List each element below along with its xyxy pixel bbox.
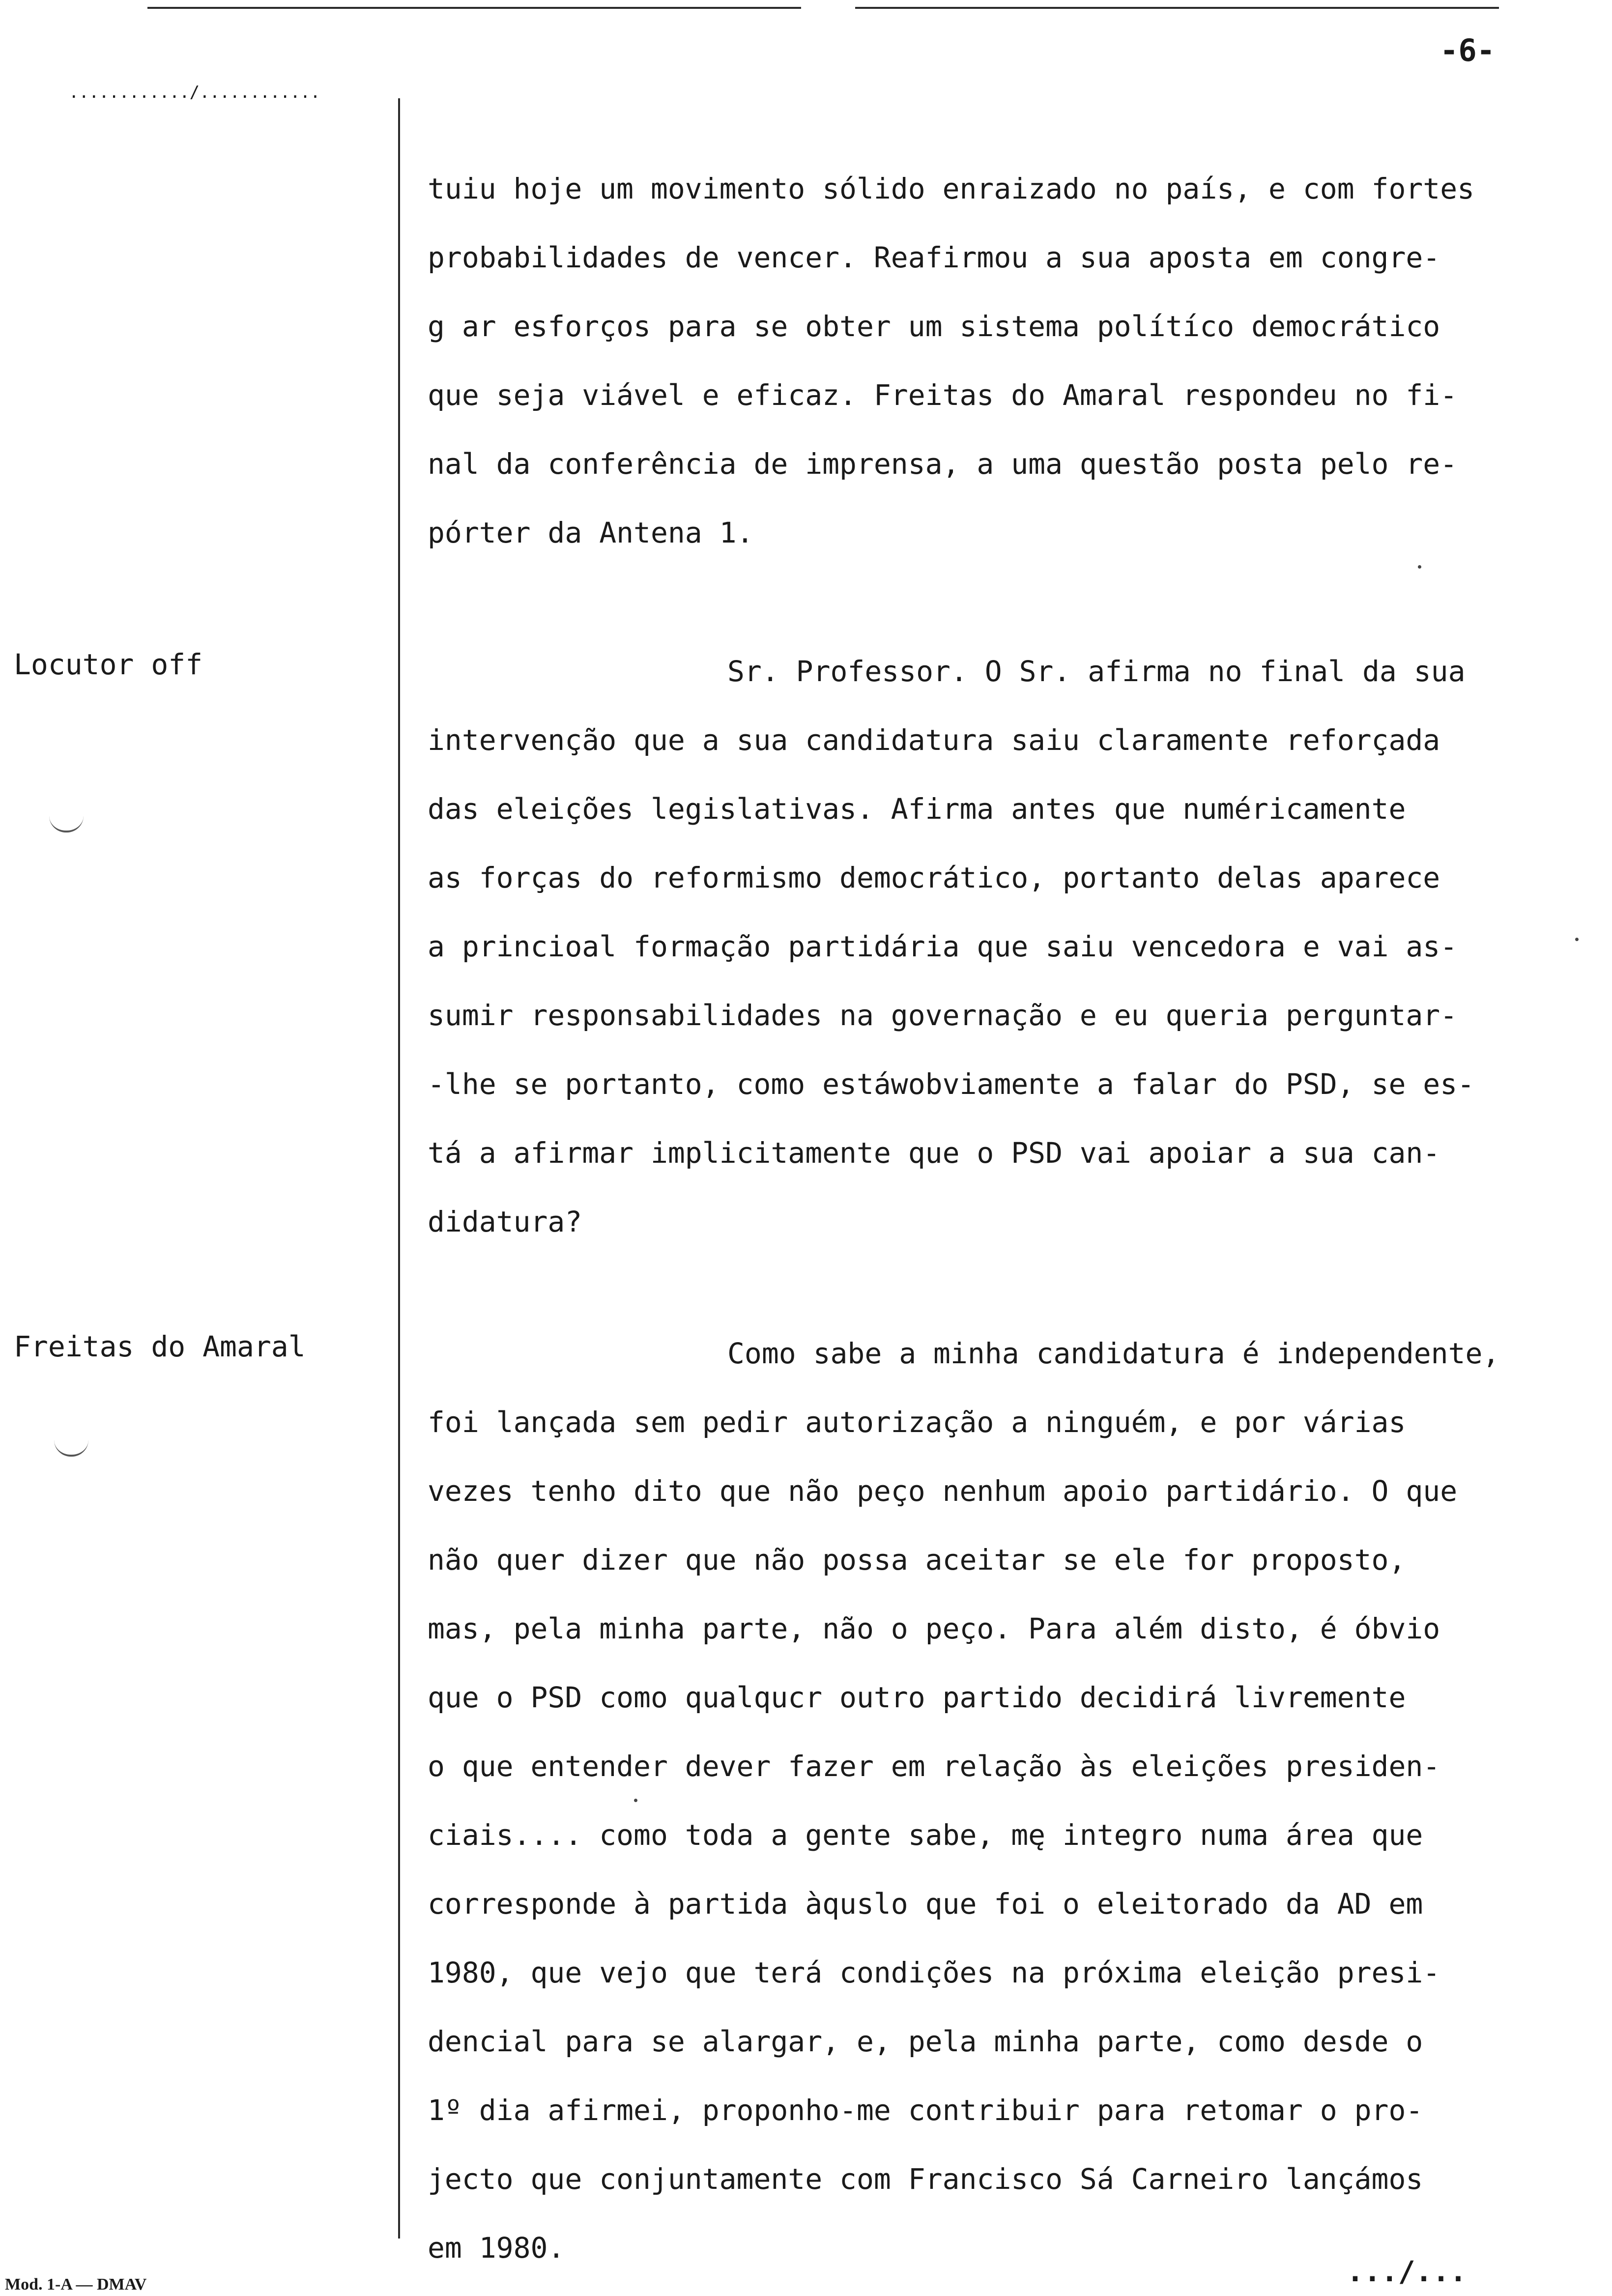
text-line: didatura?: [428, 1205, 582, 1238]
text-line: tá a afirmar implicitamente que o PSD vai apoiar a sua can-: [428, 1136, 1440, 1170]
text-line: 1º dia afirmei, proponho-me contribuir para retomar o pro-: [428, 2094, 1423, 2127]
text-line: corresponde à partida àquslo que foi o eleitorado da AD em: [428, 1887, 1423, 1921]
text-line: não quer dizer que não possa aceitar se ele for proposto,: [428, 1543, 1406, 1577]
paragraph-freitas: [428, 1319, 1573, 2282]
text-line: nal da conferência de imprensa, a uma questão posta pelo re-: [428, 447, 1458, 481]
paragraph-locutor: [428, 637, 1573, 1256]
margin-mark: [49, 816, 84, 832]
text-line: das eleições legislativas. Afirma antes que numéricamente: [428, 792, 1406, 826]
form-code: Mod. 1-A — DMAV: [5, 2275, 147, 2294]
text-line: pórter da Antena 1.: [428, 516, 754, 549]
text-line: probabilidades de vencer. Reafirmou a sua aposta em congre-: [428, 241, 1440, 274]
text-line: g ar esforços para se obter um sistema polítíco democrático: [428, 310, 1440, 343]
margin-mark: [54, 1440, 88, 1457]
text-line: que o PSD como qualqucr outro partido decidirá livremente: [428, 1681, 1406, 1714]
top-reference: ............/............: [69, 83, 320, 102]
top-rule-left: [147, 7, 801, 9]
text-line: 1980, que vejo que terá condições na próxima eleição presi-: [428, 1956, 1440, 1989]
text-line: sumir responsabilidades na governação e eu queria perguntar-: [428, 999, 1458, 1032]
text-line: o que entender dever fazer em relação às eleições presiden-: [428, 1750, 1440, 1783]
text-line: que seja viável e eficaz. Freitas do Amaral respondeu no fi-: [428, 378, 1458, 412]
text-line: mas, pela minha parte, não o peço. Para além disto, é óbvio: [428, 1612, 1440, 1645]
text-line: Sr. Professor. O Sr. afirma no final da sua: [727, 655, 1466, 688]
text-line: foi lançada sem pedir autorização a ninguém, e por várias: [428, 1406, 1406, 1439]
text-line: a princioal formação partidária que saiu vencedora e vai as-: [428, 930, 1458, 963]
scan-speck: [1575, 938, 1579, 941]
text-line: intervenção que a sua candidatura saiu claramente reforçada: [428, 723, 1440, 757]
text-line: Como sabe a minha candidatura é independente,: [727, 1337, 1500, 1370]
text-line: -lhe se portanto, como estáwobviamente a falar do PSD, se es-: [428, 1067, 1475, 1101]
text-line: tuiu hoje um movimento sólido enraizado no país, e com fortes: [428, 172, 1475, 205]
top-rule-right: [855, 7, 1499, 9]
text-line: as forças do reformismo democrático, portanto delas aparece: [428, 861, 1440, 894]
paragraph-continuation: [428, 154, 1573, 567]
speaker-label-locutor: Locutor off: [14, 648, 203, 681]
text-line: jecto que conjuntamente com Francisco Sá Carneiro lançámos: [428, 2162, 1423, 2196]
margin-rule: [398, 98, 400, 2239]
continuation-mark: .../...: [1347, 2255, 1467, 2288]
text-line: vezes tenho dito que não peço nenhum apoio partidário. O que: [428, 1474, 1458, 1508]
text-line: ciais.... como toda a gente sabe, mę integro numa área que: [428, 1818, 1423, 1852]
speaker-label-freitas: Freitas do Amaral: [14, 1330, 306, 1363]
page-number: -6-: [1440, 32, 1495, 68]
text-line: em 1980.: [428, 2231, 565, 2265]
text-line: dencial para se alargar, e, pela minha parte, como desde o: [428, 2025, 1423, 2058]
